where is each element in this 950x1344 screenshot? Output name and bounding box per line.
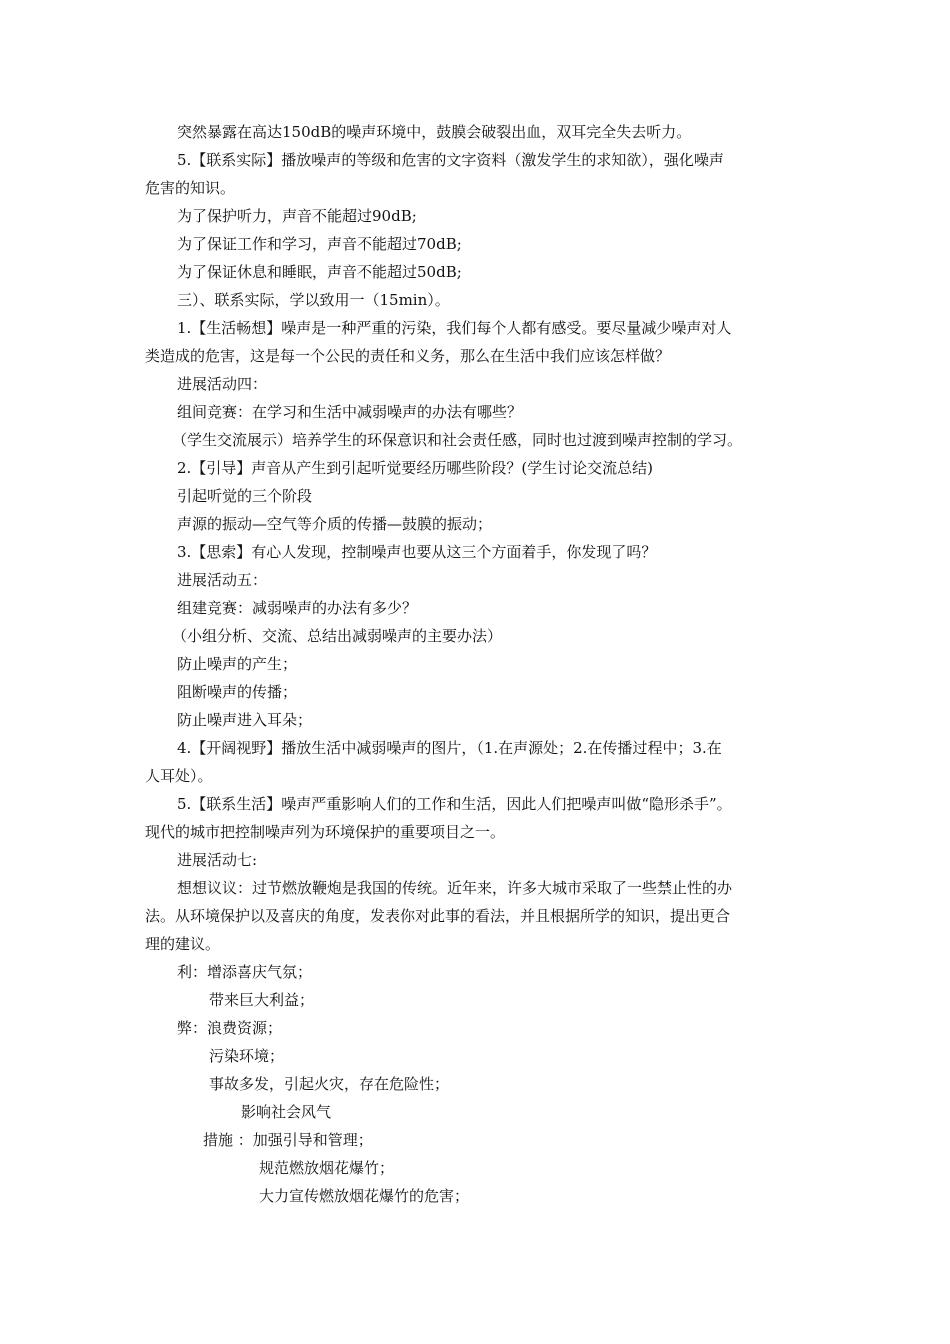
- list-item-measure: 规范燃放烟花爆竹；: [259, 1159, 395, 1177]
- text-line: 5.【联系生活】噪声严重影响人们的工作和生活，因此人们把噪声叫做“隐形杀手”。: [177, 795, 732, 813]
- text-line: 防止噪声的产生；: [177, 655, 298, 673]
- text-line: 组建竞赛：减弱噪声的办法有多少？: [177, 599, 418, 617]
- text-line: 为了保证休息和睡眠，声音不能超过50dB;: [177, 263, 462, 281]
- text-line: 进展活动四：: [177, 375, 268, 393]
- text-line: 5.【联系实际】播放噪声的等级和危害的文字资料（激发学生的求知欲），强化噪声: [177, 151, 724, 169]
- text-line: 突然暴露在高达150dB的噪声环境中，鼓膜会破裂出血，双耳完全失去听力。: [177, 123, 692, 141]
- text-line: 类造成的危害，这是每一个公民的责任和义务，那么在生活中我们应该怎样做？: [145, 347, 671, 365]
- text-line: 2.【引导】声音从产生到引起听觉要经历哪些阶段？(学生讨论交流总结): [177, 459, 654, 477]
- text-line: 进展活动七:: [177, 851, 258, 869]
- list-item-advantage: 利：增添喜庆气氛；: [177, 963, 313, 981]
- section-heading: 三）、联系实际，学以致用一（15min）。: [177, 291, 450, 309]
- text-line: （学生交流展示）培养学生的环保意识和社会责任感，同时也过渡到噪声控制的学习。: [172, 431, 743, 449]
- text-line: 危害的知识。: [145, 179, 236, 197]
- text-line: 4.【开阔视野】播放生活中减弱噪声的图片，（1.在声源处；2.在传播过程中；3.在: [177, 739, 722, 757]
- text-line: （小组分析、交流、总结出减弱噪声的主要办法）: [172, 627, 503, 645]
- text-line: 1.【生活畅想】噪声是一种严重的污染，我们每个人都有感受。要尽量减少噪声对人: [177, 319, 732, 337]
- text-line: 现代的城市把控制噪声列为环境保护的重要项目之一。: [145, 823, 506, 841]
- text-line: 为了保护听力，声音不能超过90dB;: [177, 207, 417, 225]
- list-item-disadvantage: 污染环境；: [209, 1047, 285, 1065]
- text-line: 理的建议。: [145, 935, 221, 953]
- list-item-measure: 措施 ：加强引导和管理；: [203, 1131, 373, 1149]
- list-item-disadvantage: 事故多发，引起火灾，存在危险性；: [209, 1075, 450, 1093]
- text-line: 阻断噪声的传播；: [177, 683, 298, 701]
- text-line: 人耳处）。: [145, 767, 213, 785]
- text-line: 为了保证工作和学习，声音不能超过70dB;: [177, 235, 462, 253]
- list-item-advantage: 带来巨大利益；: [209, 991, 315, 1009]
- list-item-disadvantage: 弊：浪费资源；: [177, 1019, 283, 1037]
- text-line: 3.【思索】有心人发现，控制噪声也要从这三个方面着手，你发现了吗？: [177, 543, 657, 561]
- text-line: 进展活动五：: [177, 571, 268, 589]
- text-line: 引起听觉的三个阶段: [177, 487, 313, 505]
- list-item-disadvantage: 影响社会风气: [241, 1103, 332, 1121]
- text-line: 防止噪声进入耳朵；: [177, 711, 313, 729]
- text-line: 声源的振动—空气等介质的传播—鼓膜的振动；: [177, 515, 493, 533]
- text-line: 法。从环境保护以及喜庆的角度，发表你对此事的看法，并且根据所学的知识，提出更合: [145, 907, 731, 925]
- list-item-measure: 大力宣传燃放烟花爆竹的危害；: [259, 1187, 470, 1205]
- text-line: 组间竞赛：在学习和生活中减弱噪声的办法有哪些？: [177, 403, 523, 421]
- text-line: 想想议议：过节燃放鞭炮是我国的传统。近年来，许多大城市采取了一些禁止性的办: [177, 879, 733, 897]
